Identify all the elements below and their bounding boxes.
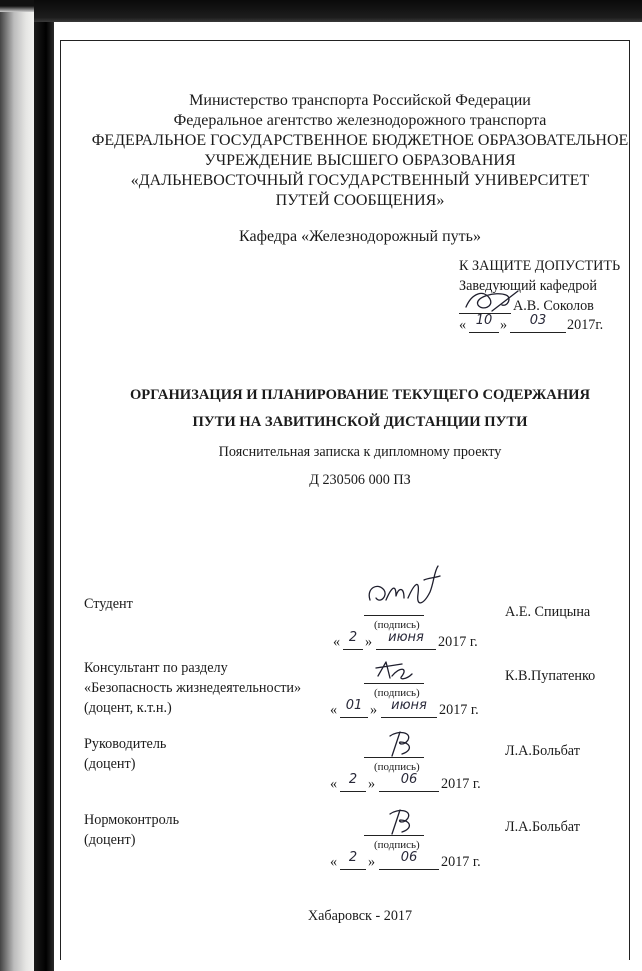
consultant-date-quote-close: »: [370, 702, 378, 718]
student-signature-line: [364, 615, 424, 616]
student-role: Студент: [84, 596, 133, 612]
supervisor-name: Л.А.Больбат: [505, 743, 580, 759]
approval-month: 03: [529, 313, 547, 328]
consultant-date-month: июня: [391, 698, 427, 713]
supervisor-date-quote-close: »: [368, 776, 376, 792]
scan-shadow-left: [34, 0, 54, 971]
document-code: Д 230506 000 ПЗ: [309, 472, 411, 488]
approval-quote-close: »: [500, 317, 508, 333]
student-date-quote-close: »: [365, 634, 373, 650]
student-signature: [364, 564, 444, 616]
student-date-day: 2: [348, 630, 358, 645]
approval-quote-open: «: [459, 317, 467, 333]
approval-admit: К ЗАЩИТЕ ДОПУСТИТЬ: [459, 258, 621, 274]
supervisor-date-year: 2017 г.: [441, 776, 481, 792]
header-agency: Федеральное агентство железнодорожного транспорта: [173, 112, 547, 129]
supervisor-date-day: 2: [348, 772, 358, 787]
header-institution-level: УЧРЕЖДЕНИЕ ВЫСШЕГО ОБРАЗОВАНИЯ: [204, 152, 516, 169]
consultant-section: «Безопасность жизнедеятельности»: [84, 680, 302, 696]
normcontrol-date-quote-close: »: [368, 854, 376, 870]
student-date-month: июня: [388, 630, 424, 645]
approval-year: 2017г.: [567, 317, 604, 333]
supervisor-signature: [384, 728, 420, 758]
normcontrol-role: Нормоконтроль: [84, 812, 180, 828]
consultant-signature: [372, 658, 416, 684]
supervisor-month-line: [379, 791, 439, 792]
normcontrol-signature: [384, 806, 420, 836]
supervisor-day-line: [340, 791, 366, 792]
consultant-date-quote-open: «: [330, 702, 338, 718]
approval-month-line: [510, 332, 566, 333]
consultant-signature-line: [364, 683, 424, 684]
normcontrol-degree: (доцент): [84, 832, 136, 848]
document-subtitle: Пояснительная записка к дипломному проекту: [218, 444, 502, 460]
normcontrol-date-day: 2: [348, 850, 358, 865]
supervisor-degree: (доцент): [84, 756, 136, 772]
normcontrol-name: Л.А.Больбат: [505, 819, 580, 835]
student-month-line: [376, 649, 436, 650]
scan-shadow-top: [34, 0, 642, 22]
approval-day: 10: [475, 313, 493, 328]
student-day-line: [343, 649, 363, 650]
consultant-date-day: 01: [345, 698, 363, 713]
supervisor-signature-line: [364, 757, 424, 758]
consultant-name: К.В.Пупатенко: [505, 668, 596, 684]
approval-day-line: [469, 332, 499, 333]
supervisor-role: Руководитель: [84, 736, 167, 752]
normcontrol-day-line: [340, 869, 366, 870]
scan-edge-left: [0, 0, 34, 971]
document-title: ОРГАНИЗАЦИЯ И ПЛАНИРОВАНИЕ ТЕКУЩЕГО СОДЕРЖАНИЯ: [129, 387, 591, 403]
department-name: Кафедра «Железнодорожный путь»: [239, 228, 481, 245]
approval-head-title: Заведующий кафедрой: [459, 278, 597, 294]
header-institution-type: ФЕДЕРАЛЬНОЕ ГОСУДАРСТВЕННОЕ БЮДЖЕТНОЕ ОБРАЗОВАТЕЛЬНОЕ: [91, 132, 629, 149]
normcontrol-date-year: 2017 г.: [441, 854, 481, 870]
supervisor-date-month: 06: [400, 772, 418, 787]
header-university-name-cont: ПУТЕЙ СООБЩЕНИЯ»: [275, 192, 445, 209]
header-ministry: Министерство транспорта Российской Федерации: [189, 92, 531, 109]
consultant-degree: (доцент, к.т.н.): [84, 700, 172, 716]
consultant-date-year: 2017 г.: [439, 702, 479, 718]
consultant-month-line: [381, 717, 437, 718]
supervisor-signature-caption: (подпись): [374, 761, 420, 773]
consultant-signature-caption: (подпись): [374, 687, 420, 699]
normcontrol-month-line: [379, 869, 439, 870]
student-date-quote-open: «: [333, 634, 341, 650]
consultant-role: Консультант по разделу: [84, 660, 228, 676]
city-year: Хабаровск - 2017: [307, 908, 413, 924]
normcontrol-date-month: 06: [400, 850, 418, 865]
normcontrol-date-quote-open: «: [330, 854, 338, 870]
normcontrol-signature-line: [364, 835, 424, 836]
normcontrol-signature-caption: (подпись): [374, 839, 420, 851]
document-title-cont: ПУТИ НА ЗАВИТИНСКОЙ ДИСТАНЦИИ ПУТИ: [192, 414, 528, 430]
header-university-name: «ДАЛЬНЕВОСТОЧНЫЙ ГОСУДАРСТВЕННЫЙ УНИВЕРСИТЕТ: [130, 172, 590, 189]
student-date-year: 2017 г.: [438, 634, 478, 650]
student-signature-caption: (подпись): [374, 619, 420, 631]
student-name: А.Е. Спицына: [505, 604, 591, 620]
consultant-day-line: [340, 717, 368, 718]
approval-head-name: А.В. Соколов: [513, 298, 594, 314]
supervisor-date-quote-open: «: [330, 776, 338, 792]
